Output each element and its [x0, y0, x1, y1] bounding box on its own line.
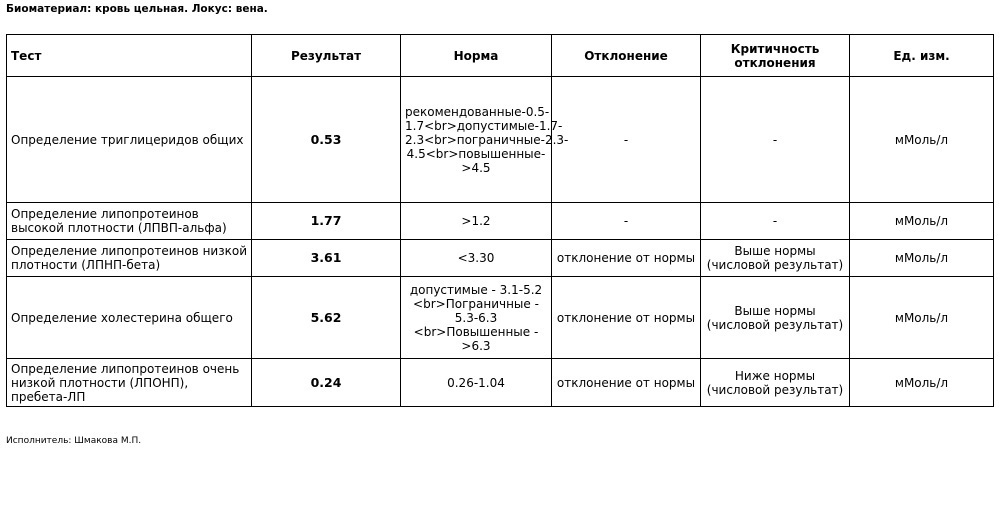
- deviation-cell: -: [552, 77, 701, 203]
- result-value-cell: 0.53: [252, 77, 401, 203]
- deviation-cell: отклонение от нормы: [552, 359, 701, 407]
- criticality-cell: -: [701, 77, 850, 203]
- norm-cell: рекомендованные-0.5-1.7<br>допустимые-1.7-2.3<br>пограничные-2.3-4.5<br>повышенные->4.5: [401, 77, 552, 203]
- criticality-cell: Выше нормы (числовой результат): [701, 277, 850, 359]
- norm-cell: 0.26-1.04: [401, 359, 552, 407]
- table-row: [7, 77, 994, 203]
- column-header-deviation: Отклонение: [552, 35, 701, 77]
- criticality-cell: -: [701, 203, 850, 240]
- deviation-cell: отклонение от нормы: [552, 240, 701, 277]
- result-value-cell: 5.62: [252, 277, 401, 359]
- unit-cell: мМоль/л: [850, 359, 994, 407]
- norm-cell: >1.2: [401, 203, 552, 240]
- unit-cell: мМоль/л: [850, 203, 994, 240]
- executor-footer: Исполнитель: Шмакова М.П.: [6, 436, 142, 446]
- table-row: [7, 240, 994, 277]
- biomaterial-header: Биоматериал: кровь цельная. Локус: вена.: [6, 3, 268, 15]
- result-value-cell: 3.61: [252, 240, 401, 277]
- column-header-unit: Ед. изм.: [850, 35, 994, 77]
- norm-cell: <3.30: [401, 240, 552, 277]
- column-header-test: Тест: [7, 35, 252, 77]
- column-header-criticality: Критичность отклонения: [701, 35, 850, 77]
- test-name-cell: Определение холестерина общего: [7, 277, 252, 359]
- column-header-result: Результат: [252, 35, 401, 77]
- table-row: [7, 277, 994, 359]
- deviation-cell: -: [552, 203, 701, 240]
- result-value-cell: 0.24: [252, 359, 401, 407]
- unit-cell: мМоль/л: [850, 277, 994, 359]
- test-name-cell: Определение липопротеинов низкой плотности (ЛПНП-бета): [7, 240, 252, 277]
- table-row: [7, 359, 994, 407]
- results-table: [6, 34, 994, 407]
- test-name-cell: Определение липопротеинов высокой плотности (ЛПВП-альфа): [7, 203, 252, 240]
- criticality-cell: Выше нормы (числовой результат): [701, 240, 850, 277]
- table-header-row: [7, 35, 994, 77]
- unit-cell: мМоль/л: [850, 240, 994, 277]
- test-name-cell: Определение липопротеинов очень низкой плотности (ЛПОНП), пребета-ЛП: [7, 359, 252, 407]
- unit-cell: мМоль/л: [850, 77, 994, 203]
- criticality-cell: Ниже нормы (числовой результат): [701, 359, 850, 407]
- test-name-cell: Определение триглицеридов общих: [7, 77, 252, 203]
- deviation-cell: отклонение от нормы: [552, 277, 701, 359]
- result-value-cell: 1.77: [252, 203, 401, 240]
- table-row: [7, 203, 994, 240]
- norm-cell: допустимые - 3.1-5.2 <br>Пограничные - 5.3-6.3 <br>Повышенные - >6.3: [401, 277, 552, 359]
- column-header-norm: Норма: [401, 35, 552, 77]
